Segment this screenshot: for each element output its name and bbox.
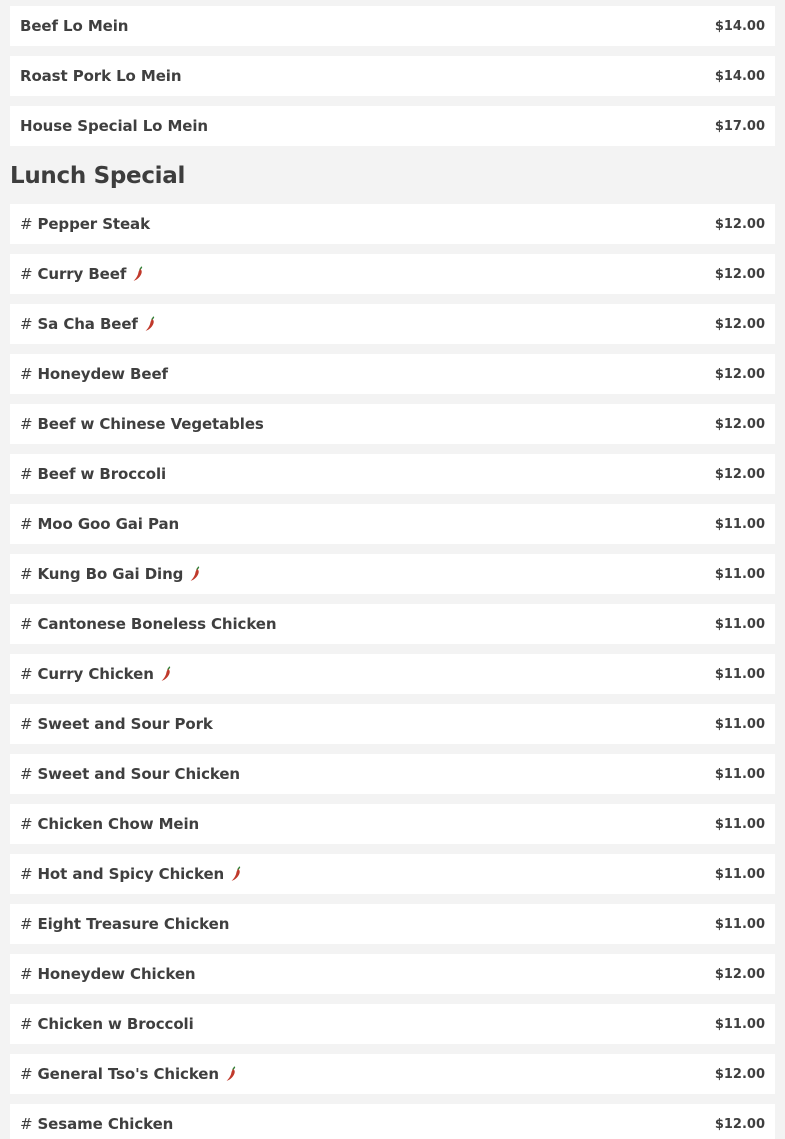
item-name-wrapper [20,865,242,883]
item-price: $12.00 [714,416,765,432]
item-name: Eight Treasure Chicken [37,915,230,933]
item-name: Sweet and Sour Chicken [37,765,240,783]
item-price: $14.00 [714,18,765,34]
item-price: $12.00 [714,1066,765,1082]
item-name-wrapper [20,915,229,933]
item-name: House Special Lo Mein [20,117,209,135]
item-name: Sesame Chicken [37,1115,174,1133]
item-prefix: # [20,565,33,583]
lunch-special-list [10,204,775,1139]
item-price: $12.00 [714,966,765,982]
item-name: Sa Cha Beef [37,315,138,333]
item-price: $12.00 [714,216,765,232]
item-price: $11.00 [714,516,765,532]
item-name-wrapper [20,465,166,483]
item-name-wrapper [20,215,150,233]
item-name: Beef w Chinese Vegetables [37,415,264,433]
item-prefix: # [20,515,33,533]
item-name-wrapper [20,715,213,733]
item-name: Chicken w Broccoli [37,1015,194,1033]
menu-item-row[interactable] [10,904,775,944]
item-price: $14.00 [714,68,765,84]
item-name-wrapper [20,415,264,433]
item-prefix: # [20,1015,33,1033]
item-prefix: # [20,215,33,233]
item-name: Beef Lo Mein [20,17,129,35]
item-price: $12.00 [714,366,765,382]
item-name: Pepper Steak [37,215,150,233]
item-price: $11.00 [714,666,765,682]
item-name-wrapper [20,815,199,833]
item-name: Moo Goo Gai Pan [37,515,180,533]
menu-item-row[interactable] [10,106,775,146]
item-name-wrapper [20,565,201,583]
item-name-wrapper [20,1015,194,1033]
chili-pepper-icon [144,316,156,332]
menu-item-row[interactable] [10,454,775,494]
item-prefix: # [20,965,33,983]
menu-item-row[interactable] [10,254,775,294]
menu-item-row[interactable] [10,954,775,994]
section-title: Lunch Special [10,163,186,189]
menu-item-row[interactable] [10,604,775,644]
item-prefix: # [20,315,33,333]
item-prefix: # [20,1115,33,1133]
menu-item-row[interactable] [10,1054,775,1094]
item-prefix: # [20,365,33,383]
item-price: $11.00 [714,916,765,932]
item-name-wrapper [20,265,144,283]
item-price: $12.00 [714,1116,765,1132]
item-name: Cantonese Boneless Chicken [37,615,277,633]
item-price: $17.00 [714,118,765,134]
item-prefix: # [20,915,33,933]
chili-pepper-icon [132,266,144,282]
menu-item-row[interactable] [10,204,775,244]
menu-item-row[interactable] [10,554,775,594]
item-name: Kung Bo Gai Ding [37,565,184,583]
item-prefix: # [20,265,33,283]
menu-item-row[interactable] [10,56,775,96]
item-price: $12.00 [714,466,765,482]
menu-item-row[interactable] [10,654,775,694]
menu-item-row[interactable] [10,404,775,444]
item-name-wrapper [20,965,196,983]
item-prefix: # [20,1065,33,1083]
item-price: $11.00 [714,716,765,732]
item-prefix: # [20,815,33,833]
item-price: $12.00 [714,316,765,332]
chili-pepper-icon [225,1066,237,1082]
chili-pepper-icon [230,866,242,882]
item-name-wrapper [20,665,172,683]
menu-item-row[interactable] [10,504,775,544]
item-prefix: # [20,465,33,483]
menu-item-row[interactable] [10,854,775,894]
menu-item-row[interactable] [10,704,775,744]
item-name: Honeydew Beef [37,365,168,383]
item-prefix: # [20,865,33,883]
menu-item-row[interactable] [10,304,775,344]
item-price: $11.00 [714,616,765,632]
item-price: $12.00 [714,266,765,282]
item-name-wrapper [20,1065,237,1083]
item-name: Roast Pork Lo Mein [20,67,182,85]
item-name: Sweet and Sour Pork [37,715,213,733]
menu-item-row[interactable] [10,1004,775,1044]
item-name: Curry Beef [37,265,127,283]
item-prefix: # [20,715,33,733]
item-name: General Tso's Chicken [37,1065,219,1083]
menu-item-row[interactable] [10,804,775,844]
item-name: Curry Chicken [37,665,154,683]
item-name-wrapper [20,365,168,383]
menu-item-row[interactable] [10,354,775,394]
item-prefix: # [20,665,33,683]
item-price: $11.00 [714,1016,765,1032]
menu-item-row[interactable] [10,6,775,46]
item-prefix: # [20,615,33,633]
chili-pepper-icon [189,566,201,582]
menu-item-row[interactable] [10,754,775,794]
item-name: Chicken Chow Mein [37,815,200,833]
item-name: Beef w Broccoli [37,465,167,483]
item-prefix: # [20,415,33,433]
item-price: $11.00 [714,866,765,882]
item-prefix: # [20,765,33,783]
item-price: $11.00 [714,816,765,832]
lo-mein-list [10,6,775,156]
item-price: $11.00 [714,566,765,582]
item-name: Honeydew Chicken [37,965,196,983]
item-name-wrapper [20,615,276,633]
item-name-wrapper [20,515,179,533]
item-name-wrapper [20,1115,173,1133]
item-price: $11.00 [714,766,765,782]
item-name-wrapper [20,315,156,333]
chili-pepper-icon [160,666,172,682]
menu-item-row[interactable] [10,1104,775,1139]
item-name-wrapper [20,765,240,783]
item-name: Hot and Spicy Chicken [37,865,225,883]
